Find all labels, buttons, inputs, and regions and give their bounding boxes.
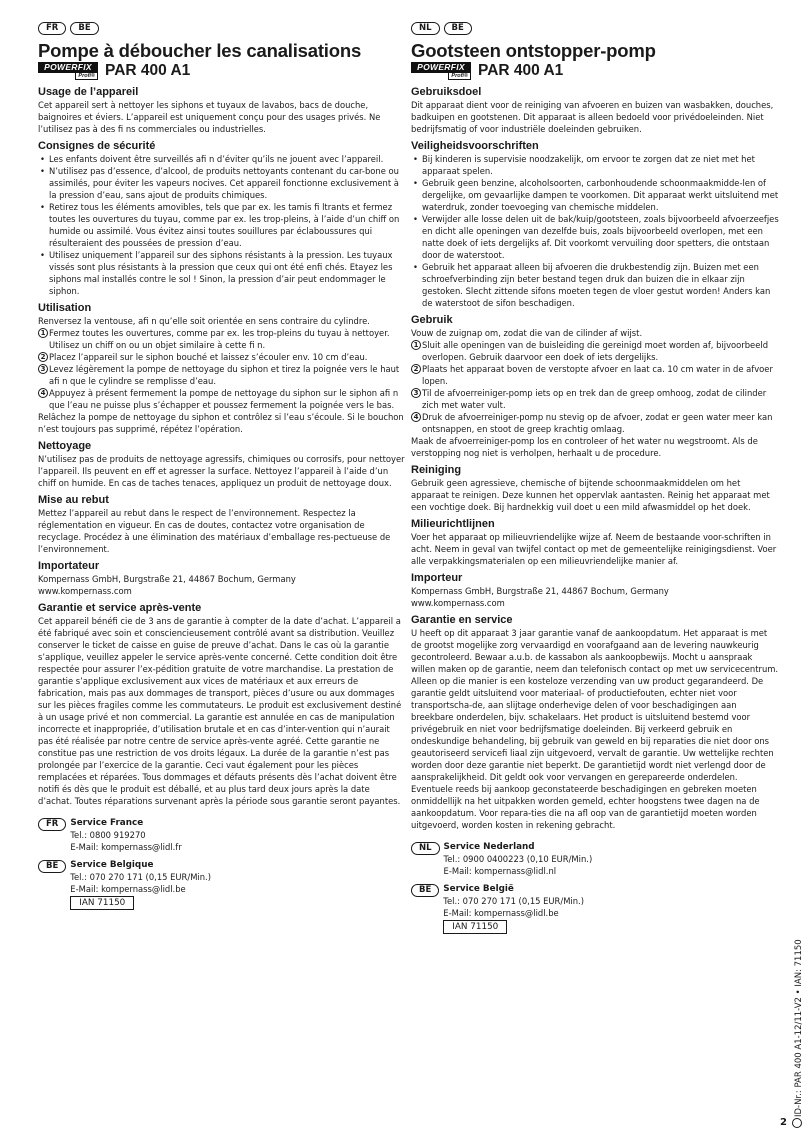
page-number: 2 bbox=[780, 1117, 787, 1128]
doc-id: ID-Nr.: PAR 400 A1-12/11-V2 bbox=[794, 997, 804, 1117]
brand-logo-sub: Profi® bbox=[75, 72, 98, 80]
service-tel: Tel.: 0800 919270 bbox=[70, 830, 146, 840]
column-nl bbox=[411, 22, 779, 934]
document-id: ID-Nr.: PAR 400 A1-12/11-V2 • IAN: 71150 bbox=[792, 939, 804, 1129]
section-heading: Nettoyage bbox=[38, 440, 92, 452]
usage-step bbox=[411, 339, 779, 363]
usage-step bbox=[38, 363, 406, 387]
product-title: Gootsteen ontstopper-pomp bbox=[411, 40, 656, 61]
brand-logo bbox=[411, 62, 471, 79]
section-text: Dit apparaat dient voor de reiniging van afvoeren en buizen van wasbakken, douches, badkuipen en gootstenen. Dit apparaat is alleen bedoeld voor privédoeleinden. Niet bedrijfsmatig of voor industriële doeleinden gebruiken. bbox=[411, 100, 774, 134]
safety-bullet: • Les enfants doivent être surveillés afi n d’éviter qu’ils ne jouent avec l’appareil. bbox=[38, 153, 406, 165]
service-email: E-Mail: kompernass@lidl.be bbox=[443, 908, 559, 918]
section-heading: Importateur bbox=[38, 560, 100, 572]
service-country-badge: BE bbox=[411, 884, 439, 897]
service-email: E-Mail: kompernass@lidl.nl bbox=[443, 866, 557, 876]
model-row bbox=[411, 62, 779, 79]
usage-step bbox=[411, 363, 779, 387]
product-title: Pompe à déboucher les canalisations bbox=[38, 40, 362, 61]
section-text: U heeft op dit apparaat 3 jaar garantie vanaf de aankoopdatum. Het apparaat is met de grootst mogelijke zorg vervaardigd en voorafgaand aan de levering nauwkeurig gecontroleerd. Bewaar a.u.b. de kassabon als aankoopbewijs. Mocht u aanspraak willen maken op de garantie, neem dan telefonisch contact op met uw servicecentrum. Alleen op die manier is een kosteloze verzending van uw product gegarandeerd. De garantie geldt uitsluitend voor materiaal- of productiefouten, echter niet voor transportscha-de, aan slijtage onderhevige delen of voor beschadigingen aan breekbare onderdelen, bijv. schakelaars. Het product is uitsluitend bestemd voor privégebruik en niet voor bedrijfsmatige doeleinden. Bij verkeerd gebruik en ondeskundige behandeling, bij gebruik van geweld en bij reparaties die niet door ons geautoriseerd servicefi liaal zijn uitgevoerd, vervalt de garantie. Uw wettelijke rechten worden door deze garantie niet beperkt. De garantietijd wordt niet verlengd door de aansprakelijkheid. Dit geldt ook voor vervangen en gerepareerde onderdelen. Eventuele reeds bij aankoop geconstateerde beschadigingen en gebreken moeten onmiddellijk na het uitpakken worden gemeld, echter hoogstens twee dagen na de aankoopdatum. Voor repara-ties die na afl oop van de garantietijd moeten worden uitgevoerd, worden kosten in rekening gebracht. bbox=[411, 628, 779, 830]
usage-step bbox=[411, 387, 779, 411]
section-text: Renversez la ventouse, afi n qu’elle soit orientée en sens contraire du cylindre. bbox=[38, 316, 370, 326]
safety-bullet: • Utilisez uniquement l’appareil sur des siphons résistants à la pression. Les tuyaux vissés sont plus résistants à la pression que ceux qui ont été enfi chés. Etayez les siphons mal installés contre le sol ! Sinon, la pression d’air peut endommager le siphon. bbox=[38, 249, 406, 297]
usage-step bbox=[411, 411, 779, 435]
section-heading: Veiligheidsvoorschriften bbox=[411, 140, 539, 152]
section-heading: Garantie et service après-vente bbox=[38, 602, 202, 614]
language-badge: BE bbox=[70, 22, 98, 35]
section-text: Vouw de zuignap om, zodat die van de cilinder af wijst. bbox=[411, 328, 643, 338]
section-heading: Gebruiksdoel bbox=[411, 86, 482, 98]
section-heading: Usage de l’appareil bbox=[38, 86, 139, 98]
step-text: Druk de afvoerreiniger-pomp nu stevig op de afvoer, zodat er geen water meer kan ontsnappen, en stoot de greep krachtig omlaag. bbox=[422, 412, 773, 434]
step-text: Levez légèrement la pompe de nettoyage du siphon et tirez la poignée vers le haut afi n que le cylindre se remplisse d’eau. bbox=[49, 364, 400, 386]
importer-line: www.kompernass.com bbox=[411, 598, 505, 608]
service-contact bbox=[411, 883, 779, 934]
doc-ian: IAN: 71150 bbox=[794, 939, 804, 987]
brand-logo bbox=[38, 62, 98, 79]
section-heading: Reiniging bbox=[411, 464, 462, 476]
column-fr bbox=[38, 22, 406, 910]
service-tel: Tel.: 070 270 171 (0,15 EUR/Min.) bbox=[443, 896, 584, 906]
service-name: Service Belgique bbox=[70, 860, 154, 870]
model-number: PAR 400 A1 bbox=[105, 62, 191, 79]
step-number-icon: 4 bbox=[38, 388, 48, 398]
step-text: Appuyez à présent fermement la pompe de nettoyage du siphon sur le siphon afi n que l’eau ne puisse plus s’échapper et poussez fermement la poignée vers le bas. bbox=[49, 388, 399, 410]
section-heading: Utilisation bbox=[38, 302, 92, 314]
usage-step bbox=[38, 327, 406, 351]
section-heading: Mise au rebut bbox=[38, 494, 109, 506]
safety-bullet: • Gebruik geen benzine, alcoholsoorten, carbonhoudende schoonmaakmidde-len of dergelijke, om gevaarlijke dampen te voorkomen. Dit apparaat werkt uitsluitend met waterdruk, zonder toevoeging van chemische middelen. bbox=[411, 177, 779, 213]
service-info bbox=[443, 883, 584, 934]
service-name: Service Nederland bbox=[443, 842, 535, 852]
section-text: Cet appareil bénéfi cie de 3 ans de garantie à compter de la date d’achat. L’appareil a été fabriqué avec soin et consciencieusement contrôlé avant sa distribution. Veuillez conserver le ticket de caisse en guise de preuve d’achat. Dans le cas où la garantie s’applique, veuillez appeler le service après-vente concerné. Cette condition doit être respectée pour assurer l’ex-pédition gratuite de votre marchandise. La prestation de garantie s’applique exclusivement aux vices de matériaux et aux erreurs de fabrication, mais pas aux dommages de transport, pièces d’usure ou aux dommages sur les pièces fragiles comme les commutateurs. Le produit est exclusivement destiné à un usage privé et non commercial. La garantie est annulée en cas de manipulation incorrecte et inappropriée, d’utilisation brutale et en cas d’inter-vention qui n’aurait pas été réalisée par notre centre de service après-vente agréé. Cette garantie ne constitue pas une restriction de vos droits légaux. La durée de la garantie n’est pas prolongée par l’exercice de la garantie. Ceci vaut également pour les pièces remplacées et réparées. Tous dommages et défauts présents dès l’achat doivent être notifi és dès que le produit est déballé, et au plus tard deux jours après la date d’achat. Toutes réparations survenant après la période sous garantie seront payantes. bbox=[38, 616, 402, 806]
brand-logo-text: POWERFIX bbox=[411, 62, 471, 73]
section-heading: Importeur bbox=[411, 572, 463, 584]
section-heading: Milieurichtlijnen bbox=[411, 518, 495, 530]
service-contact bbox=[38, 859, 406, 910]
section-text: Gebruik geen agressieve, chemische of bijtende schoonmaakmiddelen om het apparaat te reinigen. Deze kunnen het oppervlak aantasten. Reinig het apparaat met een vochtige doek. Bij hardnekkig vuil doet u een mild afwasmiddel op het doek. bbox=[411, 478, 770, 512]
service-country-badge: BE bbox=[38, 860, 66, 873]
usage-step bbox=[38, 387, 406, 411]
importer-line: Kompernass GmbH, Burgstraße 21, 44867 Bochum, Germany bbox=[411, 586, 669, 596]
language-badges bbox=[411, 22, 779, 35]
model-number: PAR 400 A1 bbox=[478, 62, 564, 79]
section-text: Mettez l’appareil au rebut dans le respect de l’environnement. Respectez la réglementation en vigueur. En cas de doutes, contactez votre organisation de recyclage. Procédez à une élimination des matériaux d’emballage res-pectueuse de l’environnement. bbox=[38, 508, 391, 554]
safety-bullet: • N’utilisez pas d’essence, d’alcool, de produits nettoyants contenant du car-bone ou assimilés, pour éviter les vapeurs nocives. Cet appareil fonctionne exclusivement à la pression d’eau, sans ajout de produits chimiques. bbox=[38, 165, 406, 201]
service-tel: Tel.: 0900 0400223 (0,10 EUR/Min.) bbox=[443, 854, 593, 864]
safety-bullet: • Verwijder alle losse delen uit de bak/kuip/gootsteen, zoals bijvoorbeeld afvoerzeefjes en dicht alle openingen van dezelfde buis, zoals bijvoorbeeld overlopen, met een natte doek of iets dergelijks af. Dit voorkomt vervuiling door spetters, die ontstaan door de waterstoot. bbox=[411, 213, 779, 261]
step-number-icon: 3 bbox=[411, 388, 421, 398]
safety-bullet: • Gebruik het apparaat alleen bij afvoeren die drukbestendig zijn. Buizen met een schroefverbinding zijn beter bestand tegen druk dan buizen die in elkaar zijn gestoken. Slecht zittende sifons moeten tegen de vloer gestut worden! Anders kan de waterstoot de sifon beschadigen. bbox=[411, 261, 779, 309]
model-row bbox=[38, 62, 406, 79]
language-badge: FR bbox=[38, 22, 66, 35]
importer-line: Kompernass GmbH, Burgstraße 21, 44867 Bochum, Germany bbox=[38, 574, 296, 584]
service-tel: Tel.: 070 270 171 (0,15 EUR/Min.) bbox=[70, 872, 211, 882]
step-number-icon: 1 bbox=[411, 340, 421, 350]
service-country-badge: NL bbox=[411, 842, 440, 855]
step-number-icon: 1 bbox=[38, 328, 48, 338]
service-email: E-Mail: kompernass@lidl.fr bbox=[70, 842, 182, 852]
service-info bbox=[70, 817, 181, 853]
ian-box: IAN 71150 bbox=[443, 920, 507, 934]
ian-box: IAN 71150 bbox=[70, 896, 134, 910]
step-number-icon: 2 bbox=[38, 352, 48, 362]
step-text: Placez l’appareil sur le siphon bouché et laissez s’écouler env. 10 cm d’eau. bbox=[49, 352, 368, 362]
step-text: Fermez toutes les ouvertures, comme par ex. les trop-pleins du tuyau à nettoyer. Utilisez un chiff on ou un objet similaire à cette fi n. bbox=[49, 328, 390, 350]
step-text: Til de afvoerreiniger-pomp iets op en trek dan de greep omhoog, zodat de cilinder zich met water vult. bbox=[422, 388, 767, 410]
safety-bullet: • Retirez tous les éléments amovibles, tels que par ex. les tamis fi ltrants et fermez toutes les ouvertures du tuyau, comme par ex. les trop-pleins, à l’aide d’un chiff on humide ou assimilé. Vous évitez ainsi toutes souillures par éclaboussures qui résulteraient des poussées de pression d’eau. bbox=[38, 201, 406, 249]
usage-step bbox=[38, 351, 406, 363]
section-heading: Garantie en service bbox=[411, 614, 513, 626]
language-badge: BE bbox=[444, 22, 472, 35]
language-badges bbox=[38, 22, 406, 35]
step-number-icon: 2 bbox=[411, 364, 421, 374]
service-contact bbox=[38, 817, 406, 853]
section-text: Cet appareil sert à nettoyer les siphons et tuyaux de lavabos, bacs de douche, baignoires et éviers. L’appareil est uniquement conçu pour des usages privés. Ne l’utilisez pas à des fi ns commerciales ou industrielles. bbox=[38, 100, 381, 134]
service-email: E-Mail: kompernass@lidl.be bbox=[70, 884, 186, 894]
importer-line: www.kompernass.com bbox=[38, 586, 132, 596]
brand-logo-sub: Profi® bbox=[448, 72, 471, 80]
service-info bbox=[70, 859, 211, 910]
step-text: Sluit alle openingen van de buisleiding die gereinigd moet worden af, bijvoorbeeld overlopen. Gebruik daarvoor een doek of iets dergelijks. bbox=[422, 340, 769, 362]
step-number-icon: 4 bbox=[411, 412, 421, 422]
service-name: Service België bbox=[443, 884, 514, 894]
section-text: Relâchez la pompe de nettoyage du siphon et contrôlez si l’eau s’écoule. Si le bouchon n’est toujours pas supprimé, répétez l’opération. bbox=[38, 412, 404, 434]
revision-circle-icon bbox=[792, 1118, 802, 1128]
language-badge: NL bbox=[411, 22, 440, 35]
service-country-badge: FR bbox=[38, 818, 66, 831]
section-text: Maak de afvoerreiniger-pomp los en controleer of het water nu wegstroomt. Als de verstopping nog niet is verholpen, herhaalt u de procedure. bbox=[411, 436, 758, 458]
section-heading: Consignes de sécurité bbox=[38, 140, 156, 152]
brand-logo-text: POWERFIX bbox=[38, 62, 98, 73]
section-heading: Gebruik bbox=[411, 314, 453, 326]
safety-bullet: • Bij kinderen is supervisie noodzakelijk, om ervoor te zorgen dat ze niet met het apparaat spelen. bbox=[411, 153, 779, 177]
service-info bbox=[444, 841, 593, 877]
section-text: Voer het apparaat op milieuvriendelijke wijze af. Neem de bestaande voor-schriften in acht. Neem in geval van twijfel contact op met de gemeentelijke reinigingsdienst. Voer alle verpakkingsmaterialen op een milieuvriendelijke manier af. bbox=[411, 532, 777, 566]
step-number-icon: 3 bbox=[38, 364, 48, 374]
section-text: N’utilisez pas de produits de nettoyage agressifs, chimiques ou corrosifs, pour nettoyer l’appareil. Ils peuvent en eff et agresser la surface. Nettoyez l’appareil à l’aide d’un chiff on humide. En cas de taches tenaces, appliquez un produit de nettoyage doux. bbox=[38, 454, 405, 488]
step-text: Plaats het apparaat boven de verstopte afvoer en laat ca. 10 cm water in de afvoer lopen. bbox=[422, 364, 773, 386]
service-contact bbox=[411, 841, 779, 877]
service-name: Service France bbox=[70, 818, 144, 828]
